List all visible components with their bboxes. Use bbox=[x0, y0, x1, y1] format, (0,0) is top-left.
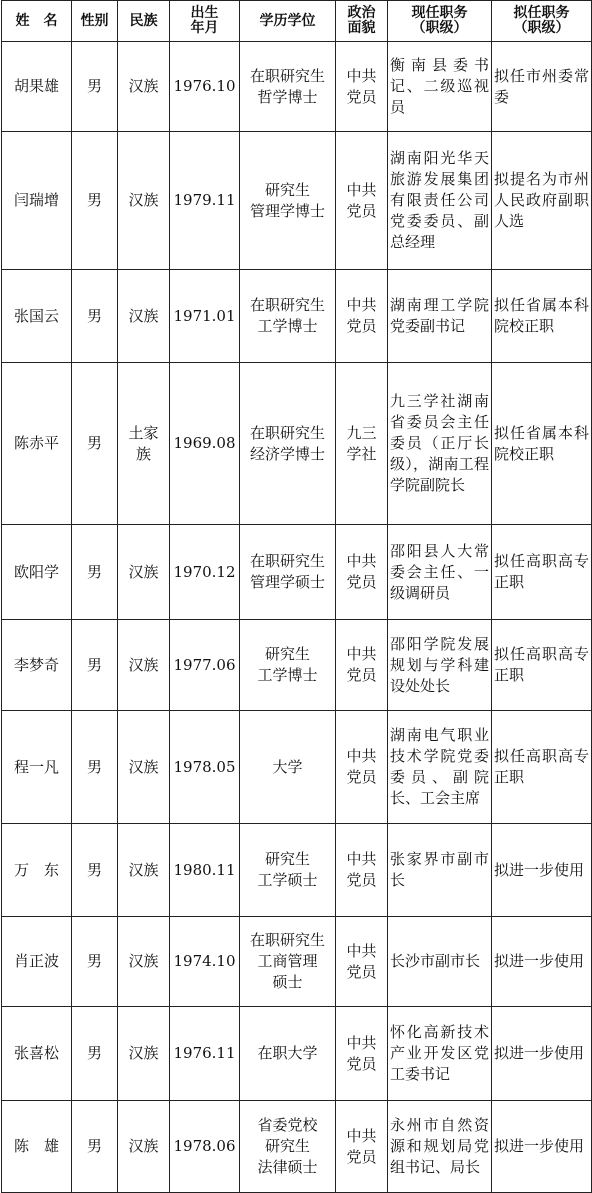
header-name: 姓 名 bbox=[2, 1, 72, 42]
cell-education: 在职研究生 哲学博士 bbox=[240, 42, 336, 132]
header-education: 学历学位 bbox=[240, 1, 336, 42]
table-row bbox=[2, 363, 592, 525]
cell-proposed-position: 拟任高职高专正职 bbox=[492, 711, 592, 824]
cell-current-position: 九三学社湖南省委员会主任委员（正厅长级），湖南工程学院副院长 bbox=[388, 363, 492, 525]
cell-current-position: 怀化高新技术产业开发区党工委书记 bbox=[388, 1007, 492, 1101]
cell-ethnicity: 汉族 bbox=[118, 132, 170, 270]
cell-name: 胡果雄 bbox=[2, 42, 72, 132]
cell-current-position: 张家界市副市长 bbox=[388, 824, 492, 917]
cell-name: 张喜松 bbox=[2, 1007, 72, 1101]
cell-education: 大学 bbox=[240, 711, 336, 824]
cell-name: 肖正波 bbox=[2, 917, 72, 1007]
cell-current-position: 邵阳学院发展规划与学科建设处处长 bbox=[388, 620, 492, 711]
cell-birth: 1978.06 bbox=[170, 1101, 240, 1193]
table-row bbox=[2, 132, 592, 270]
cell-education: 在职研究生 经济学博士 bbox=[240, 363, 336, 525]
cell-current-position: 邵阳县人大常委会主任、一级调研员 bbox=[388, 525, 492, 620]
cell-name: 陈 雄 bbox=[2, 1101, 72, 1193]
cell-current-position: 衡南县委书记、二级巡视员 bbox=[388, 42, 492, 132]
cell-ethnicity: 汉族 bbox=[118, 1101, 170, 1193]
header-political: 政治 面貌 bbox=[336, 1, 388, 42]
header-proposed-position: 拟任职务 （职级） bbox=[492, 1, 592, 42]
cell-birth: 1971.01 bbox=[170, 270, 240, 363]
cell-proposed-position: 拟任省属本科院校正职 bbox=[492, 363, 592, 525]
cell-political: 中共 党员 bbox=[336, 917, 388, 1007]
cell-birth: 1978.05 bbox=[170, 711, 240, 824]
cell-education: 在职研究生 工商管理 硕士 bbox=[240, 917, 336, 1007]
cell-birth: 1977.06 bbox=[170, 620, 240, 711]
cell-political: 中共 党员 bbox=[336, 824, 388, 917]
cell-proposed-position: 拟进一步使用 bbox=[492, 824, 592, 917]
cell-proposed-position: 拟提名为市州人民政府副职人选 bbox=[492, 132, 592, 270]
cell-education: 研究生 管理学博士 bbox=[240, 132, 336, 270]
cell-gender: 男 bbox=[72, 824, 118, 917]
cell-education: 省委党校 研究生 法律硕士 bbox=[240, 1101, 336, 1193]
cell-education: 研究生 工学博士 bbox=[240, 620, 336, 711]
cell-birth: 1969.08 bbox=[170, 363, 240, 525]
table-row bbox=[2, 711, 592, 824]
cell-name: 欧阳学 bbox=[2, 525, 72, 620]
cell-gender: 男 bbox=[72, 1101, 118, 1193]
cell-political: 中共 党员 bbox=[336, 525, 388, 620]
cell-birth: 1980.11 bbox=[170, 824, 240, 917]
table-row bbox=[2, 1101, 592, 1193]
cell-current-position: 湖南阳光华天旅游发展集团有限责任公司党委委员、副总经理 bbox=[388, 132, 492, 270]
header-current-position: 现任职务 （职级） bbox=[388, 1, 492, 42]
cadre-roster-table bbox=[1, 0, 592, 1193]
cell-current-position: 湖南电气职业技术学院党委委员、副院长、工会主席 bbox=[388, 711, 492, 824]
cell-proposed-position: 拟任高职高专正职 bbox=[492, 525, 592, 620]
cell-gender: 男 bbox=[72, 917, 118, 1007]
cell-gender: 男 bbox=[72, 363, 118, 525]
cell-proposed-position: 拟任市州委常委 bbox=[492, 42, 592, 132]
cell-proposed-position: 拟进一步使用 bbox=[492, 1101, 592, 1193]
table-row bbox=[2, 620, 592, 711]
cell-ethnicity: 汉族 bbox=[118, 525, 170, 620]
cell-proposed-position: 拟任省属本科院校正职 bbox=[492, 270, 592, 363]
cell-name: 陈赤平 bbox=[2, 363, 72, 525]
cell-ethnicity: 汉族 bbox=[118, 917, 170, 1007]
cell-name: 程一凡 bbox=[2, 711, 72, 824]
cell-gender: 男 bbox=[72, 132, 118, 270]
cell-gender: 男 bbox=[72, 1007, 118, 1101]
cell-birth: 1970.12 bbox=[170, 525, 240, 620]
cell-gender: 男 bbox=[72, 620, 118, 711]
cell-current-position: 永州市自然资源和规划局党组书记、局长 bbox=[388, 1101, 492, 1193]
table-row bbox=[2, 525, 592, 620]
cell-political: 中共 党员 bbox=[336, 1007, 388, 1101]
cell-political: 中共 党员 bbox=[336, 1101, 388, 1193]
cell-political: 中共 党员 bbox=[336, 42, 388, 132]
cell-current-position: 长沙市副市长 bbox=[388, 917, 492, 1007]
cell-ethnicity: 汉族 bbox=[118, 824, 170, 917]
cell-gender: 男 bbox=[72, 711, 118, 824]
table-row bbox=[2, 42, 592, 132]
cell-ethnicity: 汉族 bbox=[118, 1007, 170, 1101]
cell-gender: 男 bbox=[72, 270, 118, 363]
header-row bbox=[2, 1, 592, 42]
cell-birth: 1976.10 bbox=[170, 42, 240, 132]
cell-political: 中共 党员 bbox=[336, 711, 388, 824]
cell-birth: 1979.11 bbox=[170, 132, 240, 270]
cell-proposed-position: 拟任高职高专正职 bbox=[492, 620, 592, 711]
table-row bbox=[2, 917, 592, 1007]
cell-political: 中共 党员 bbox=[336, 132, 388, 270]
cell-ethnicity: 汉族 bbox=[118, 42, 170, 132]
header-birth: 出生 年月 bbox=[170, 1, 240, 42]
cell-name: 万 东 bbox=[2, 824, 72, 917]
cell-proposed-position: 拟进一步使用 bbox=[492, 1007, 592, 1101]
cell-education: 研究生 工学硕士 bbox=[240, 824, 336, 917]
cell-gender: 男 bbox=[72, 525, 118, 620]
cell-birth: 1976.11 bbox=[170, 1007, 240, 1101]
cell-political: 中共 党员 bbox=[336, 620, 388, 711]
cell-ethnicity: 汉族 bbox=[118, 711, 170, 824]
header-ethnicity: 民族 bbox=[118, 1, 170, 42]
cell-proposed-position: 拟进一步使用 bbox=[492, 917, 592, 1007]
cell-name: 李梦奇 bbox=[2, 620, 72, 711]
cell-current-position: 湖南理工学院党委副书记 bbox=[388, 270, 492, 363]
cell-ethnicity: 汉族 bbox=[118, 270, 170, 363]
cell-political: 中共 党员 bbox=[336, 270, 388, 363]
cell-birth: 1974.10 bbox=[170, 917, 240, 1007]
cell-name: 张国云 bbox=[2, 270, 72, 363]
cell-ethnicity: 汉族 bbox=[118, 620, 170, 711]
table-row bbox=[2, 1007, 592, 1101]
header-gender: 性别 bbox=[72, 1, 118, 42]
cell-education: 在职研究生 工学博士 bbox=[240, 270, 336, 363]
cell-gender: 男 bbox=[72, 42, 118, 132]
cell-name: 闫瑞增 bbox=[2, 132, 72, 270]
cell-education: 在职研究生 管理学硕士 bbox=[240, 525, 336, 620]
table-row bbox=[2, 270, 592, 363]
cell-education: 在职大学 bbox=[240, 1007, 336, 1101]
cell-political: 九三 学社 bbox=[336, 363, 388, 525]
table-row bbox=[2, 824, 592, 917]
cell-ethnicity: 土家 族 bbox=[118, 363, 170, 525]
